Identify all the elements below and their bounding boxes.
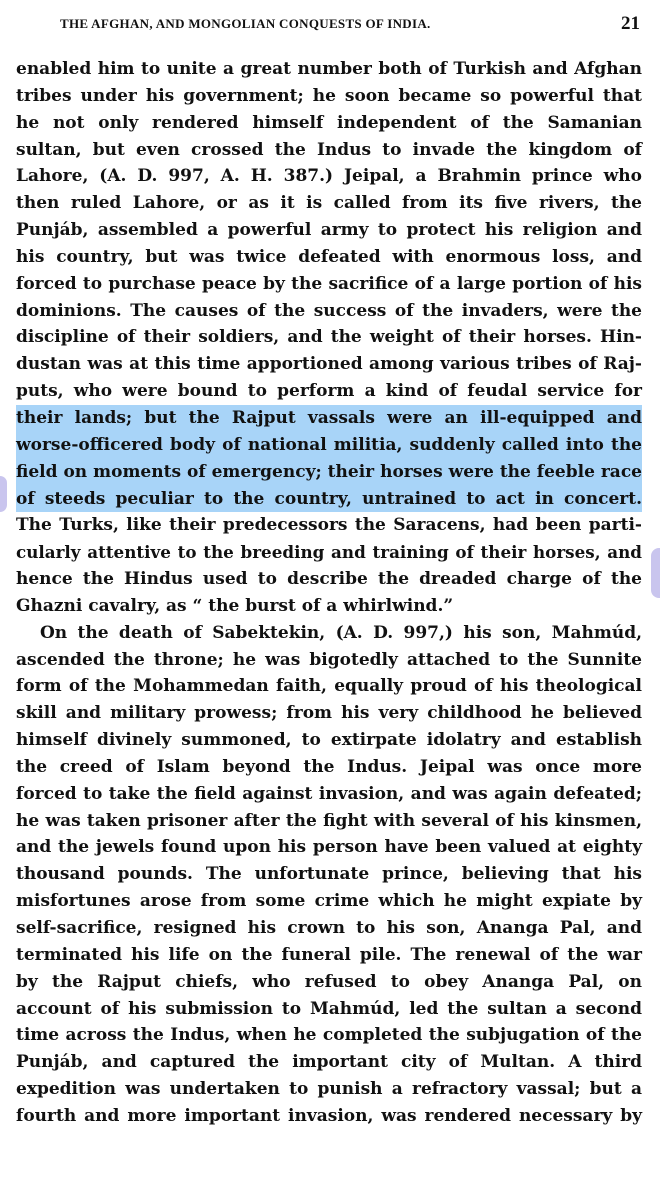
text-line: Lahore, (A. D. 997, A. H. 387.) Jeipal, a Brahmin prince who [16, 166, 642, 187]
text-line: he was taken prisoner after the fight with several of his kinsmen, [16, 810, 642, 831]
text-line: ascended the throne; he was bigotedly attached to the Sunnite [16, 649, 642, 670]
text-line: time across the Indus, when he completed the subjugation of the [16, 1025, 642, 1046]
text-line: Punjáb, assembled a powerful army to protect his religion and [16, 220, 642, 241]
text-line: The Turks, like their predecessors the Saracens, had been parti- [16, 515, 642, 536]
text-line: expedition was undertaken to punish a refractory vassal; but a [16, 1079, 642, 1100]
highlighted-text-line[interactable]: their lands; but the Rajput vassals were an ill-equipped and [16, 405, 642, 432]
highlighted-text-line[interactable]: worse-officered body of national militia, suddenly called into the [16, 432, 642, 459]
text-line: dominions. The causes of the success of the invaders, were the [16, 300, 642, 321]
text-line: fourth and more important invasion, was rendered necessary by [16, 1105, 642, 1126]
text-line: then ruled Lahore, or as it is called from its five rivers, the [16, 193, 642, 214]
text-line: Ghazni cavalry, as “ the burst of a whirlwind.” [16, 595, 454, 616]
body-text[interactable] [16, 56, 642, 1130]
text-line: terminated his life on the funeral pile. The renewal of the war [16, 944, 642, 965]
running-header [60, 10, 640, 38]
text-line: dustan was at this time apportioned among various tribes of Raj- [16, 354, 642, 375]
selection-end-handle[interactable] [651, 548, 660, 598]
text-line: self-sacrifice, resigned his crown to his son, Ananga Pal, and [16, 918, 642, 938]
text-line: and the jewels found upon his person have been valued at eighty [16, 837, 642, 858]
selection-start-handle[interactable] [0, 476, 7, 512]
highlighted-text-line[interactable]: field on moments of emergency; their horses were the feeble race [16, 459, 642, 486]
text-line: discipline of their soldiers, and the weight of their horses. Hin- [16, 327, 642, 348]
running-title: THE AFGHAN, AND MONGOLIAN CONQUESTS OF INDIA. [60, 16, 431, 31]
text-line: forced to take the field against invasion, and was again defeated; [16, 783, 642, 804]
text-line: himself divinely summoned, to extirpate idolatry and establish [16, 730, 642, 751]
paragraph-start-line: On the death of Sabektekin, (A. D. 997,) his son, Mahmúd, [40, 622, 642, 643]
text-line: sultan, but even crossed the Indus to invade the kingdom of [16, 139, 642, 160]
text-line: puts, who were bound to perform a kind of feudal service for [16, 381, 642, 402]
text-line: the creed of Islam beyond the Indus. Jeipal was once more [16, 756, 642, 777]
text-line: enabled him to unite a great number both of Turkish and Afghan [16, 59, 642, 79]
text-line: account of his submission to Mahmúd, led the sultan a second [16, 998, 642, 1019]
text-line: hence the Hindus used to describe the dreaded charge of the [16, 569, 642, 590]
text-line: his country, but was twice defeated with enormous loss, and [16, 246, 642, 267]
text-line: tribes under his government; he soon became so powerful that [16, 85, 642, 106]
text-line: misfortunes arose from some crime which he might expiate by [16, 891, 642, 912]
text-line: thousand pounds. The unfortunate prince, believing that his [16, 864, 642, 885]
highlighted-text-line[interactable]: of steeds peculiar to the country, untrained to act in concert. [16, 486, 642, 513]
text-line: forced to purchase peace by the sacrifice of a large portion of his [16, 273, 642, 294]
text-line: he not only rendered himself independent of the Samanian [16, 112, 642, 133]
text-line: skill and military prowess; from his very childhood he believed [16, 703, 642, 724]
text-line: by the Rajput chiefs, who refused to obey Ananga Pal, on [16, 971, 642, 992]
text-line: Punjáb, and captured the important city of Multan. A third [16, 1052, 642, 1073]
page-number: 21 [621, 13, 640, 34]
text-line: form of the Mohammedan faith, equally proud of his theological [16, 676, 642, 697]
text-line: cularly attentive to the breeding and training of their horses, and [16, 542, 642, 563]
